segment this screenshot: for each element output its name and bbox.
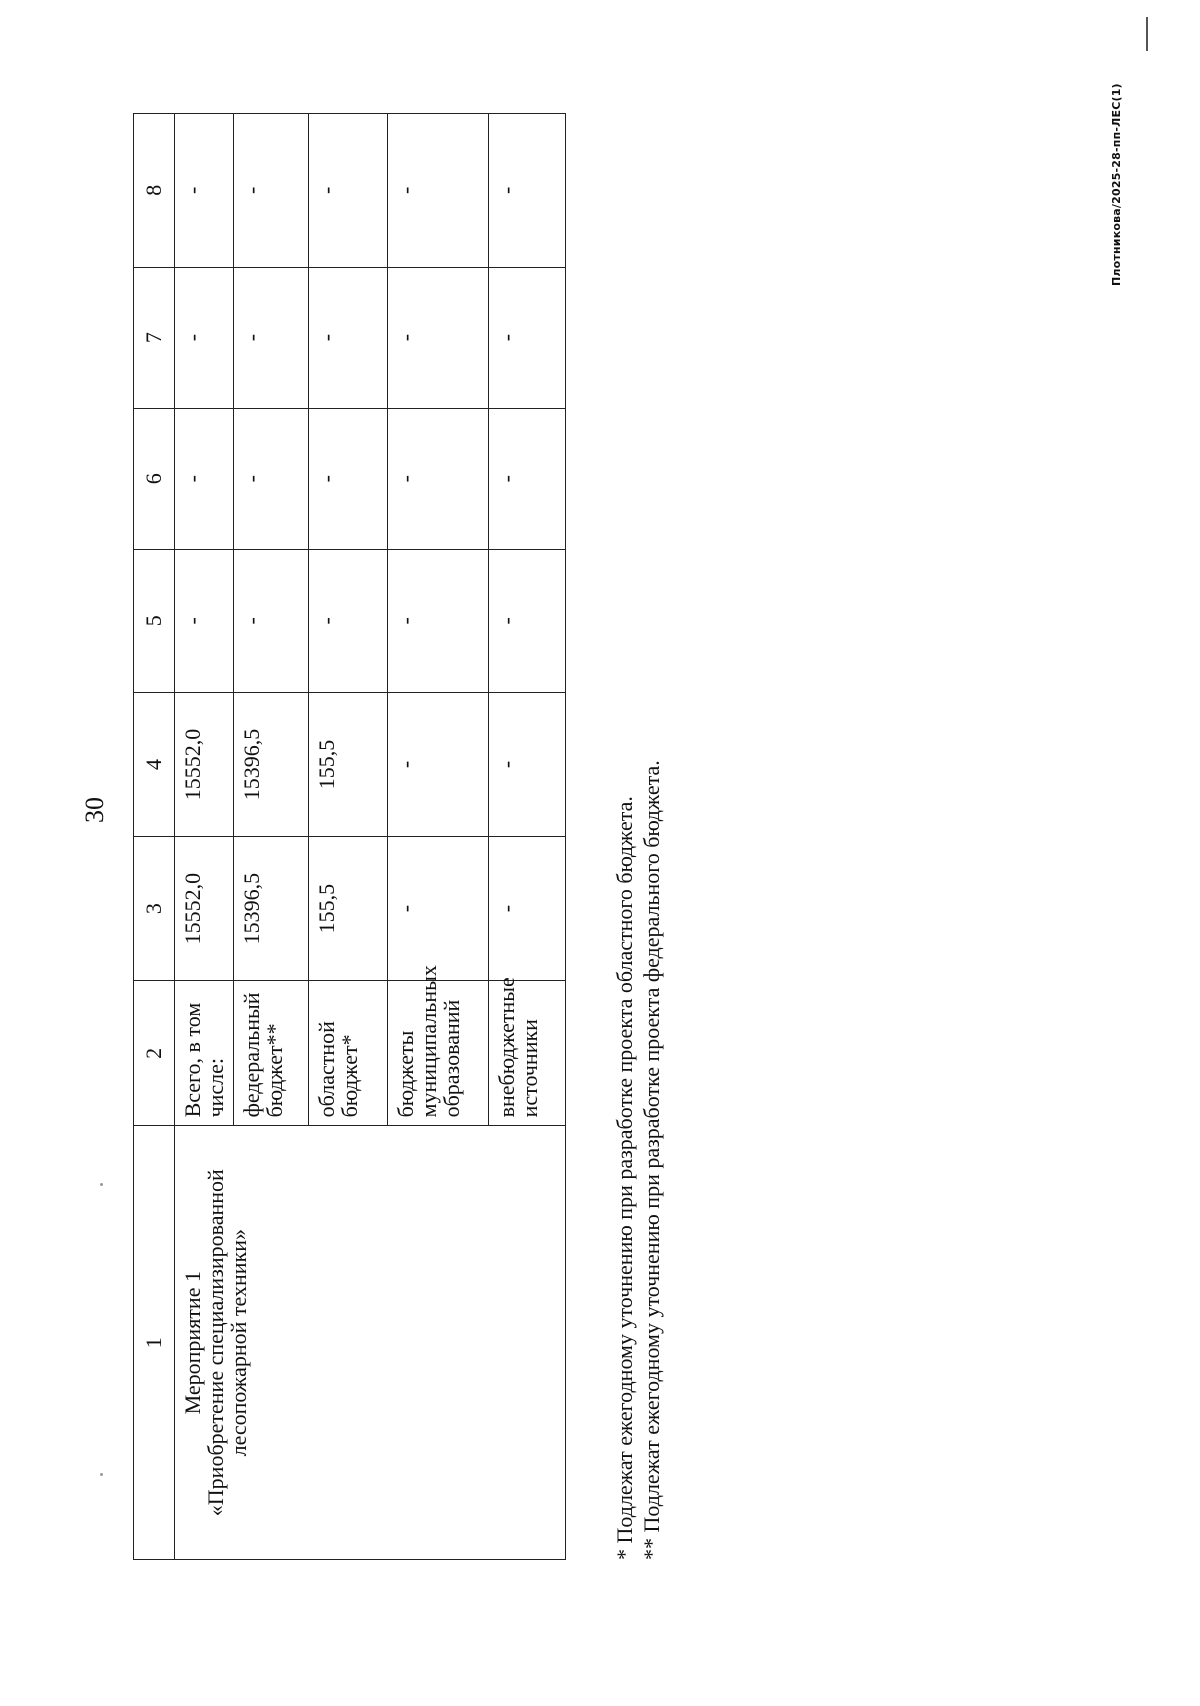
table-cell: -: [388, 408, 489, 549]
column-header: 6: [134, 408, 175, 549]
table-cell: -: [309, 549, 388, 692]
table-cell: -: [175, 549, 234, 692]
event-name: «Приобретение специализированной лесопожарной техники»: [203, 1169, 252, 1517]
column-header: 1: [134, 1126, 175, 1560]
funding-source: бюджеты муниципальных образований: [388, 981, 489, 1126]
funding-source: внебюджетные источники: [489, 981, 566, 1126]
table-cell: -: [388, 837, 489, 981]
table-cell: -: [489, 692, 566, 836]
funding-source: областной бюджет*: [309, 981, 388, 1126]
table-row: [175, 114, 234, 1560]
table-cell: 15552,0: [175, 837, 234, 981]
table-header-row: [134, 114, 175, 1560]
document-code: Плотникова/2025-28-пп-ЛЕС(1): [1110, 83, 1123, 286]
table-cell: -: [309, 408, 388, 549]
funding-source: федеральный бюджет**: [234, 981, 309, 1126]
table-cell: -: [489, 837, 566, 981]
column-header: 2: [134, 981, 175, 1126]
table-cell: 155,5: [309, 837, 388, 981]
table-cell: -: [309, 114, 388, 268]
table-cell: -: [489, 408, 566, 549]
scan-speck: [100, 1183, 103, 1186]
table-cell: -: [234, 408, 309, 549]
column-header: 4: [134, 692, 175, 836]
table-cell: 155,5: [309, 692, 388, 836]
footnotes: [612, 760, 666, 1560]
scan-speck: [100, 1473, 103, 1476]
page-number: 30: [80, 797, 109, 823]
table-cell: 15552,0: [175, 692, 234, 836]
table-cell: 15396,5: [234, 692, 309, 836]
event-cell: [175, 1126, 566, 1560]
margin-line: [1146, 17, 1148, 51]
footnote: ** Подлежат ежегодному уточнению при разработке проекта федерального бюджета.: [638, 760, 664, 1560]
table-cell: -: [234, 114, 309, 268]
table-cell: -: [175, 267, 234, 408]
table-cell: -: [309, 267, 388, 408]
funding-source: Всего, в том числе:: [175, 981, 234, 1126]
event-title: Мероприятие 1: [180, 1271, 205, 1415]
table-cell: -: [388, 114, 489, 268]
table-cell: -: [175, 114, 234, 268]
footnote: * Подлежат ежегодному уточнению при разработке проекта областного бюджета.: [612, 796, 637, 1560]
column-header: 3: [134, 837, 175, 981]
table-cell: -: [489, 549, 566, 692]
column-header: 7: [134, 267, 175, 408]
table-cell: -: [489, 114, 566, 268]
table-cell: -: [388, 267, 489, 408]
budget-table: [133, 113, 566, 1560]
table-cell: 15396,5: [234, 837, 309, 981]
table-cell: -: [388, 549, 489, 692]
table-cell: -: [489, 267, 566, 408]
column-header: 8: [134, 114, 175, 268]
column-header: 5: [134, 549, 175, 692]
table-cell: -: [388, 692, 489, 836]
table-cell: -: [234, 267, 309, 408]
table-cell: -: [234, 549, 309, 692]
table-cell: -: [175, 408, 234, 549]
